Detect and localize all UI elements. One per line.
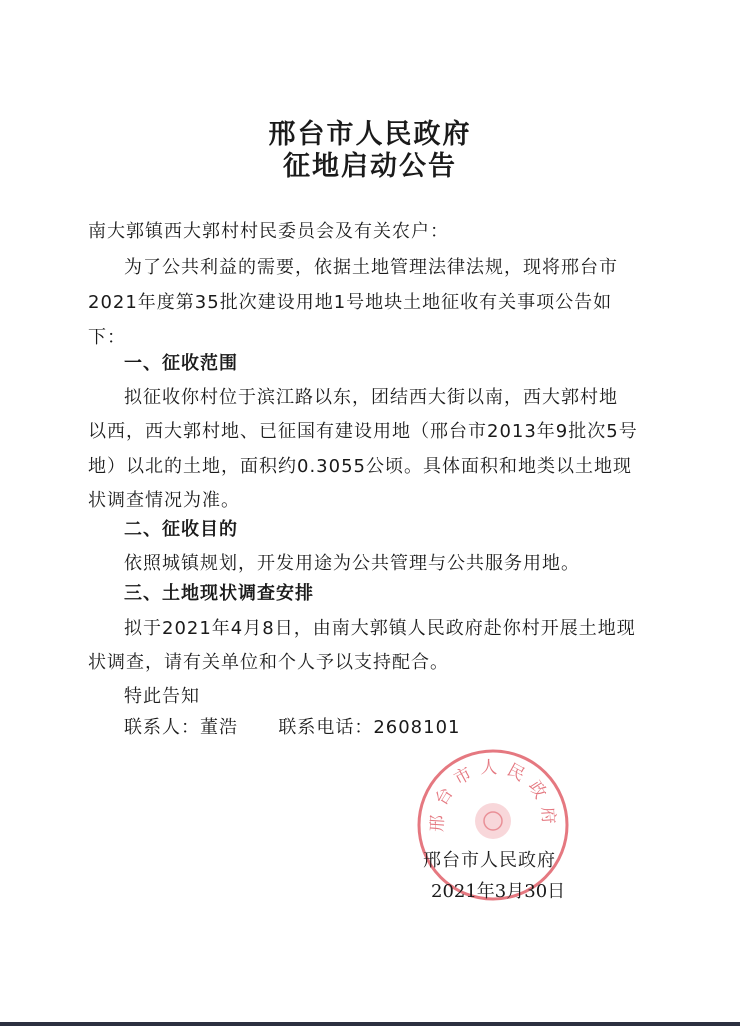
intro-line-1: 为了公共利益的需要，依据土地管理法律法规，现将邢台市 — [124, 257, 618, 278]
section1-line-3: 地）以北的土地，面积约0.3055公顷。具体面积和地类以土地现 — [88, 456, 632, 477]
section1-line-2: 以西，西大郭村地、已征国有建设用地（邢台市2013年9批次5号 — [88, 421, 638, 442]
section3-line-2: 状调查，请有关单位和个人予以支持配合。 — [88, 652, 449, 673]
document-subtitle: 征地启动公告 — [283, 151, 457, 182]
section1-line-4: 状调查情况为准。 — [88, 490, 240, 511]
section1-line-1: 拟征收你村位于滨江路以东，团结西大街以南，西大郭村地 — [124, 387, 618, 408]
closing-text: 特此告知 — [124, 686, 200, 707]
contact-line: 联系人：董浩 联系电话：2608101 — [124, 717, 461, 738]
seal-emblem — [475, 803, 511, 839]
section2-line-1: 依照城镇规划，开发用途为公共管理与公共服务用地。 — [124, 553, 580, 574]
issuer-name: 邢台市人民政府 — [423, 850, 556, 871]
issue-date: 2021年3月30日 — [431, 881, 566, 902]
section3-line-1: 拟于2021年4月8日，由南大郭镇人民政府赴你村开展土地现 — [124, 618, 636, 639]
document-title: 邢台市人民政府 — [268, 119, 472, 150]
section2-heading: 二、征收目的 — [124, 519, 238, 540]
seal-text: 邢台市人民政府 — [427, 758, 559, 833]
salutation: 南大郭镇西大郭村村民委员会及有关农户： — [88, 221, 449, 242]
intro-line-2: 2021年度第35批次建设用地1号地块土地征收有关事项公告如 — [88, 292, 613, 313]
intro-line-3: 下： — [88, 327, 126, 348]
scan-bottom-edge — [0, 1022, 740, 1026]
section3-heading: 三、土地现状调查安排 — [124, 583, 314, 604]
section1-heading: 一、征收范围 — [124, 353, 238, 374]
